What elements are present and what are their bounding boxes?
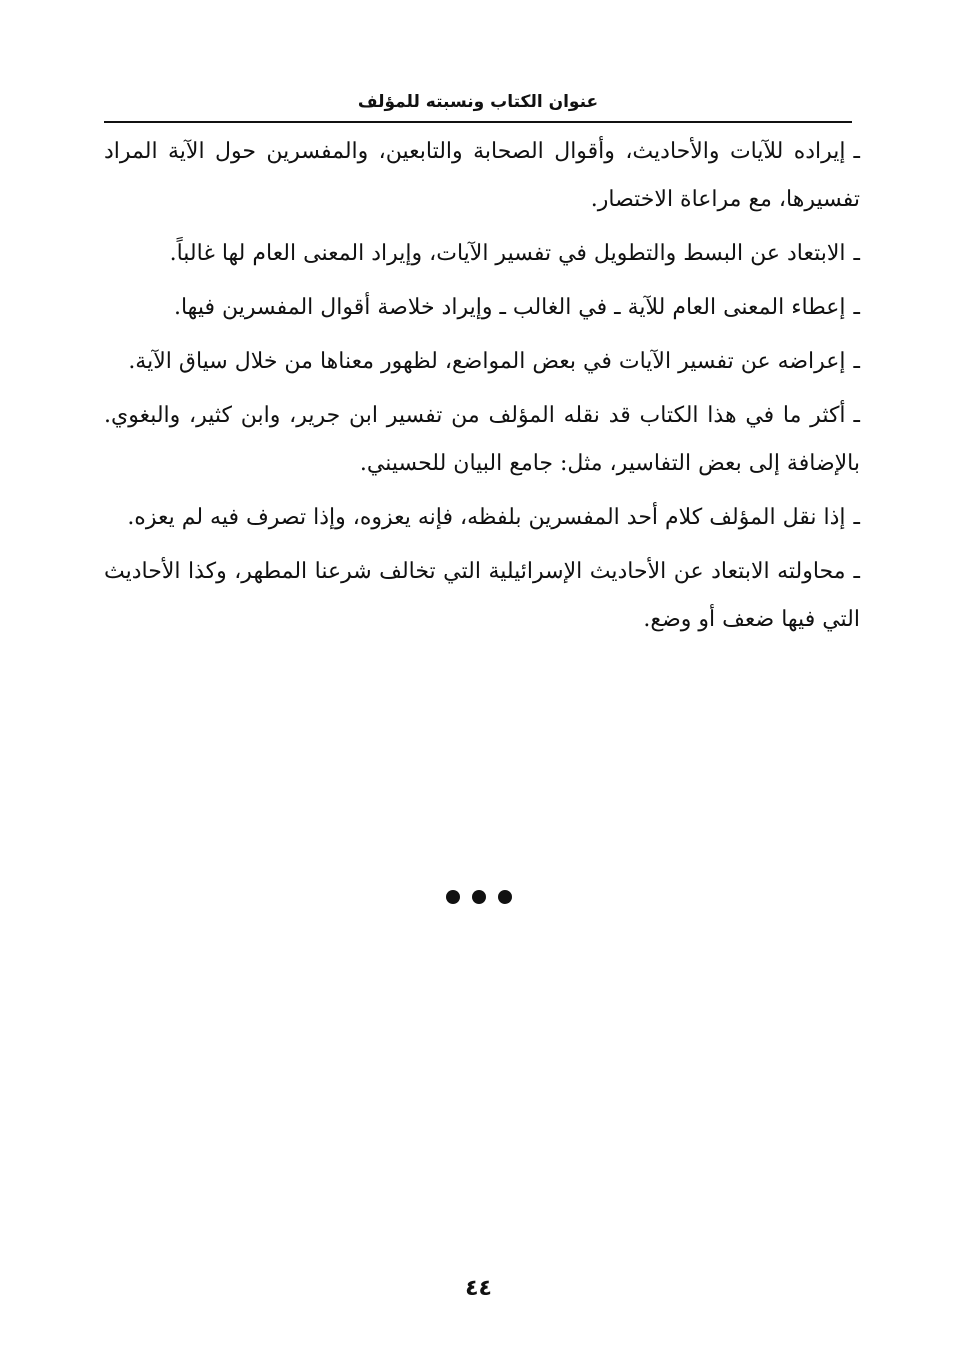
bullet-item <box>104 128 860 224</box>
bullet-text: إعطاء المعنى العام للآية ـ في الغالب ـ وإيراد خلاصة أقوال المفسرين فيها. <box>173 295 846 320</box>
header-divider <box>104 121 852 123</box>
bullet-dash: ـ <box>853 241 860 266</box>
ornament-dot-icon <box>472 890 486 904</box>
bullet-text: إذا نقل المؤلف كلام أحد المفسرين بلفظه، فإنه يعزوه، وإذا تصرف فيه لم يعزه. <box>127 505 846 530</box>
running-header-title: عنوان الكتاب ونسبته للمؤلف <box>357 92 599 112</box>
ornament-dot-icon <box>446 890 460 904</box>
bullet-item <box>104 284 860 332</box>
bullet-item <box>104 230 860 278</box>
bullet-item <box>104 392 860 488</box>
bullet-text: إيراده للآيات والأحاديث، وأقوال الصحابة والتابعين، والمفسرين حول الآية المراد تفسيرها، مع مراعاة الاختصار. <box>104 139 860 212</box>
bullet-item <box>104 338 860 386</box>
bullet-dash: ـ <box>853 505 860 530</box>
bullet-text: محاولته الابتعاد عن الأحاديث الإسرائيلية التي تخالف شرعنا المطهر، وكذا الأحاديث التي فيها ضعف أو وضع. <box>104 559 860 632</box>
bullet-dash: ـ <box>853 559 860 584</box>
bullet-dash: ـ <box>853 349 860 374</box>
bullet-text: الابتعاد عن البسط والتطويل في تفسير الآيات، وإيراد المعنى العام لها غالباً. <box>169 241 846 266</box>
bullet-text: أكثر ما في هذا الكتاب قد نقله المؤلف من تفسير ابن جرير، وابن كثير، والبغوي. بالإضافة إلى بعض التفاسير، مثل: جامع البيان للحسيني. <box>104 403 860 476</box>
page-body <box>104 128 860 650</box>
bullet-dash: ـ <box>853 403 860 428</box>
bullet-dash: ـ <box>853 295 860 320</box>
bullet-dash: ـ <box>853 139 860 164</box>
bullet-text: إعراضه عن تفسير الآيات في بعض المواضع، لظهور معناها من خلال سياق الآية. <box>128 349 846 374</box>
page-number: ٤٤ <box>465 1276 492 1301</box>
ornament-dot-icon <box>498 890 512 904</box>
bullet-item <box>104 548 860 644</box>
section-end-ornament <box>0 889 957 909</box>
bullet-item <box>104 494 860 542</box>
